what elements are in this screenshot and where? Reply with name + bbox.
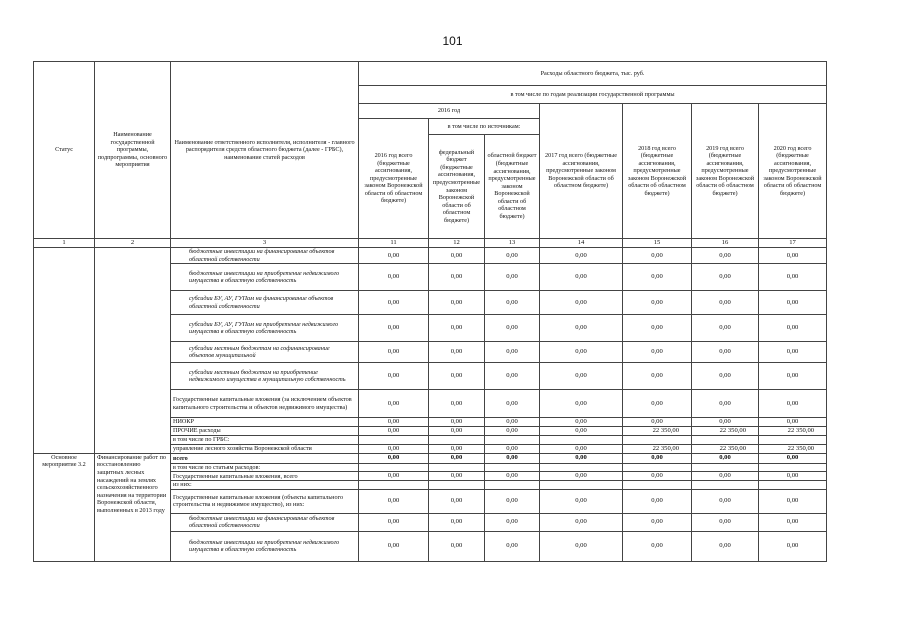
value-cell: 0,00 — [692, 248, 759, 264]
value-cell: 0,00 — [623, 363, 692, 390]
value-cell: 22 350,00 — [692, 427, 759, 436]
col-num: 13 — [485, 239, 540, 248]
col-num: 17 — [759, 239, 827, 248]
value-cell: 0,00 — [429, 264, 485, 291]
value-cell: 0,00 — [359, 264, 429, 291]
header-expenses: Расходы областного бюджета, тыс. руб. — [359, 62, 827, 86]
value-cell: 0,00 — [429, 472, 485, 481]
value-cell: 0,00 — [485, 342, 540, 363]
value-cell: 0,00 — [429, 363, 485, 390]
value-cell: 0,00 — [485, 453, 540, 463]
value-cell: 0,00 — [759, 418, 827, 427]
value-cell: 22 350,00 — [759, 427, 827, 436]
value-cell: 0,00 — [540, 315, 623, 342]
col-num: 1 — [34, 239, 95, 248]
row-label: в том числе по статьям расходов: — [171, 463, 359, 472]
value-cell: 0,00 — [485, 513, 540, 531]
row-label: бюджетные инвестиции на приобретение недвижимого имущества в областную собственность — [171, 264, 359, 291]
value-cell: 0,00 — [359, 531, 429, 561]
header-total-2016: 2016 год всего (бюджетные ассигнования, предусмотренные законом Воронежской области об областном бюджете) — [359, 119, 429, 239]
value-cell: 0,00 — [485, 363, 540, 390]
row-label: из них: — [171, 481, 359, 490]
value-cell: 0,00 — [540, 390, 623, 418]
value-cell: 0,00 — [623, 390, 692, 418]
value-cell: 0,00 — [623, 489, 692, 513]
table-row — [34, 453, 827, 463]
value-cell: 0,00 — [692, 489, 759, 513]
row-label: управление лесного хозяйства Воронежской области — [171, 444, 359, 453]
value-cell: 0,00 — [359, 390, 429, 418]
value-cell — [623, 436, 692, 445]
value-cell: 0,00 — [485, 489, 540, 513]
col-num: 11 — [359, 239, 429, 248]
measure-name: Финансирование работ по восстановлению защитных лесных насаждений на землях сельскохозяйственного назначения на территории Воронежской области, выполненных в 2013 году — [95, 453, 171, 561]
header-program-name: Наименование государственной программы, подпрограммы, основного мероприятия — [95, 62, 171, 239]
value-cell: 0,00 — [485, 264, 540, 291]
value-cell: 0,00 — [623, 453, 692, 463]
row-label: бюджетные инвестиции на приобретение недвижимого имущества в областную собственность — [171, 531, 359, 561]
row-label: в том числе по ГРБС: — [171, 436, 359, 445]
value-cell — [540, 481, 623, 490]
value-cell: 0,00 — [359, 315, 429, 342]
value-cell: 0,00 — [759, 363, 827, 390]
value-cell — [623, 463, 692, 472]
value-cell — [485, 463, 540, 472]
value-cell: 0,00 — [540, 342, 623, 363]
value-cell: 0,00 — [759, 248, 827, 264]
value-cell: 0,00 — [623, 248, 692, 264]
value-cell: 0,00 — [540, 513, 623, 531]
header-2019: 2019 год всего (бюджетные ассигнования, предусмотренные законом Воронежской области об областном бюджете) — [692, 104, 759, 239]
row-label: бюджетные инвестиции на финансирование объектов областной собственности — [171, 248, 359, 264]
value-cell: 0,00 — [623, 264, 692, 291]
value-cell: 0,00 — [429, 248, 485, 264]
header-status: Статус — [34, 62, 95, 239]
value-cell: 0,00 — [692, 315, 759, 342]
value-cell: 0,00 — [759, 342, 827, 363]
value-cell: 0,00 — [359, 291, 429, 315]
value-cell: 0,00 — [623, 472, 692, 481]
header-federal: федеральный бюджет (бюджетные ассигнования, предусмотренные законом Воронежской области об областном бюджете) — [429, 135, 485, 239]
value-cell: 0,00 — [485, 291, 540, 315]
value-cell: 22 350,00 — [623, 427, 692, 436]
value-cell: 0,00 — [540, 453, 623, 463]
value-cell: 0,00 — [540, 531, 623, 561]
value-cell: 0,00 — [692, 342, 759, 363]
value-cell: 0,00 — [429, 513, 485, 531]
program-cell-empty — [95, 248, 171, 454]
value-cell: 0,00 — [692, 453, 759, 463]
row-label: ПРОЧИЕ расходы — [171, 427, 359, 436]
value-cell: 0,00 — [429, 453, 485, 463]
value-cell: 0,00 — [429, 444, 485, 453]
value-cell: 0,00 — [623, 513, 692, 531]
value-cell: 0,00 — [485, 315, 540, 342]
status-cell-empty — [34, 248, 95, 454]
value-cell: 0,00 — [359, 472, 429, 481]
value-cell: 0,00 — [759, 453, 827, 463]
value-cell: 0,00 — [692, 363, 759, 390]
value-cell: 0,00 — [692, 418, 759, 427]
header-regional: областной бюджет (бюджетные ассигнования, предусмотренные законом Воронежской области об областном бюджете) — [485, 135, 540, 239]
value-cell: 0,00 — [429, 315, 485, 342]
value-cell: 0,00 — [429, 427, 485, 436]
col-num: 15 — [623, 239, 692, 248]
row-label: всего — [171, 453, 359, 463]
value-cell: 0,00 — [429, 342, 485, 363]
value-cell — [359, 463, 429, 472]
value-cell: 0,00 — [623, 418, 692, 427]
value-cell: 0,00 — [485, 472, 540, 481]
header-2018: 2018 год всего (бюджетные ассигнования, предусмотренные законом Воронежской области об областном бюджете) — [623, 104, 692, 239]
value-cell: 0,00 — [623, 315, 692, 342]
value-cell: 0,00 — [540, 418, 623, 427]
value-cell: 0,00 — [429, 291, 485, 315]
value-cell — [359, 481, 429, 490]
value-cell: 0,00 — [540, 427, 623, 436]
value-cell: 0,00 — [485, 390, 540, 418]
value-cell — [759, 481, 827, 490]
value-cell: 0,00 — [692, 472, 759, 481]
budget-table — [33, 61, 827, 562]
value-cell — [692, 436, 759, 445]
value-cell: 0,00 — [485, 248, 540, 264]
value-cell: 0,00 — [429, 489, 485, 513]
header-including-years: в том числе по годам реализации государственной программы — [359, 86, 827, 104]
value-cell: 0,00 — [692, 513, 759, 531]
value-cell: 0,00 — [759, 264, 827, 291]
value-cell: 0,00 — [359, 248, 429, 264]
page-number: 101 — [442, 34, 463, 48]
value-cell: 0,00 — [759, 315, 827, 342]
value-cell: 0,00 — [540, 248, 623, 264]
header-executor-name: Наименование ответственного исполнителя, исполнителя - главного распорядителя средств областного бюджета (далее - ГРБС), наименование статей расходов — [171, 62, 359, 239]
value-cell: 22 350,00 — [692, 444, 759, 453]
value-cell — [429, 436, 485, 445]
value-cell: 0,00 — [540, 489, 623, 513]
row-label: субсидии местным бюджетам на приобретение недвижимого имущества в муниципальную собственность — [171, 363, 359, 390]
value-cell: 0,00 — [623, 531, 692, 561]
value-cell: 0,00 — [485, 418, 540, 427]
value-cell: 0,00 — [623, 291, 692, 315]
value-cell — [623, 481, 692, 490]
value-cell: 0,00 — [692, 531, 759, 561]
value-cell — [485, 436, 540, 445]
value-cell: 0,00 — [485, 444, 540, 453]
value-cell — [759, 463, 827, 472]
table-row — [34, 248, 827, 264]
value-cell: 0,00 — [540, 472, 623, 481]
value-cell: 22 350,00 — [759, 444, 827, 453]
value-cell: 0,00 — [759, 531, 827, 561]
value-cell — [692, 481, 759, 490]
col-num: 12 — [429, 239, 485, 248]
value-cell: 0,00 — [540, 444, 623, 453]
value-cell: 0,00 — [692, 291, 759, 315]
value-cell — [759, 436, 827, 445]
value-cell: 0,00 — [759, 489, 827, 513]
value-cell: 0,00 — [759, 291, 827, 315]
col-num: 2 — [95, 239, 171, 248]
column-number-row — [34, 239, 827, 248]
value-cell — [429, 463, 485, 472]
value-cell: 0,00 — [692, 390, 759, 418]
value-cell: 0,00 — [429, 418, 485, 427]
value-cell: 0,00 — [485, 531, 540, 561]
value-cell: 0,00 — [759, 513, 827, 531]
row-label: Государственные капитальные вложения (за исключением объектов капитального строительства и объектов недвижимого имущества) — [171, 390, 359, 418]
col-num: 14 — [540, 239, 623, 248]
value-cell: 0,00 — [429, 531, 485, 561]
value-cell: 0,00 — [359, 427, 429, 436]
value-cell — [540, 463, 623, 472]
value-cell: 0,00 — [540, 264, 623, 291]
value-cell: 0,00 — [540, 363, 623, 390]
value-cell: 0,00 — [759, 390, 827, 418]
value-cell: 0,00 — [359, 418, 429, 427]
col-num: 16 — [692, 239, 759, 248]
header-by-sources: в том числе по источникам: — [429, 119, 540, 135]
value-cell: 0,00 — [485, 427, 540, 436]
row-label: бюджетные инвестиции на финансирование объектов областной собственности — [171, 513, 359, 531]
row-label: субсидии БУ, АУ, ГУПам на приобретение недвижимого имущества в областную собственность — [171, 315, 359, 342]
value-cell: 0,00 — [359, 453, 429, 463]
row-label: Государственные капитальные вложения, всего — [171, 472, 359, 481]
value-cell — [692, 463, 759, 472]
value-cell — [540, 436, 623, 445]
value-cell: 0,00 — [759, 472, 827, 481]
header-2017: 2017 год всего (бюджетные ассигнования, предусмотренные законом Воронежской области об областном бюджете) — [540, 104, 623, 239]
row-label: субсидии БУ, АУ, ГУПам на финансирование объектов областной собственности — [171, 291, 359, 315]
row-label: НИОКР — [171, 418, 359, 427]
row-label: субсидии местным бюджетам на софинансирование объектов муниципальной — [171, 342, 359, 363]
value-cell: 22 350,00 — [623, 444, 692, 453]
value-cell: 0,00 — [359, 444, 429, 453]
value-cell: 0,00 — [359, 342, 429, 363]
header-year-2016: 2016 год — [359, 104, 540, 119]
value-cell — [359, 436, 429, 445]
value-cell — [485, 481, 540, 490]
value-cell: 0,00 — [429, 390, 485, 418]
measure-status: Основное мероприятие 3.2 — [34, 453, 95, 561]
row-label: Государственные капитальные вложения (объекты капитального строительства и недвижимое имущество), из них: — [171, 489, 359, 513]
value-cell: 0,00 — [623, 342, 692, 363]
value-cell: 0,00 — [359, 513, 429, 531]
header-2020: 2020 год всего (бюджетные ассигнования, предусмотренные законом Воронежской области об областном бюджете) — [759, 104, 827, 239]
value-cell: 0,00 — [359, 363, 429, 390]
value-cell: 0,00 — [692, 264, 759, 291]
col-num: 3 — [171, 239, 359, 248]
value-cell: 0,00 — [359, 489, 429, 513]
value-cell — [429, 481, 485, 490]
value-cell: 0,00 — [540, 291, 623, 315]
